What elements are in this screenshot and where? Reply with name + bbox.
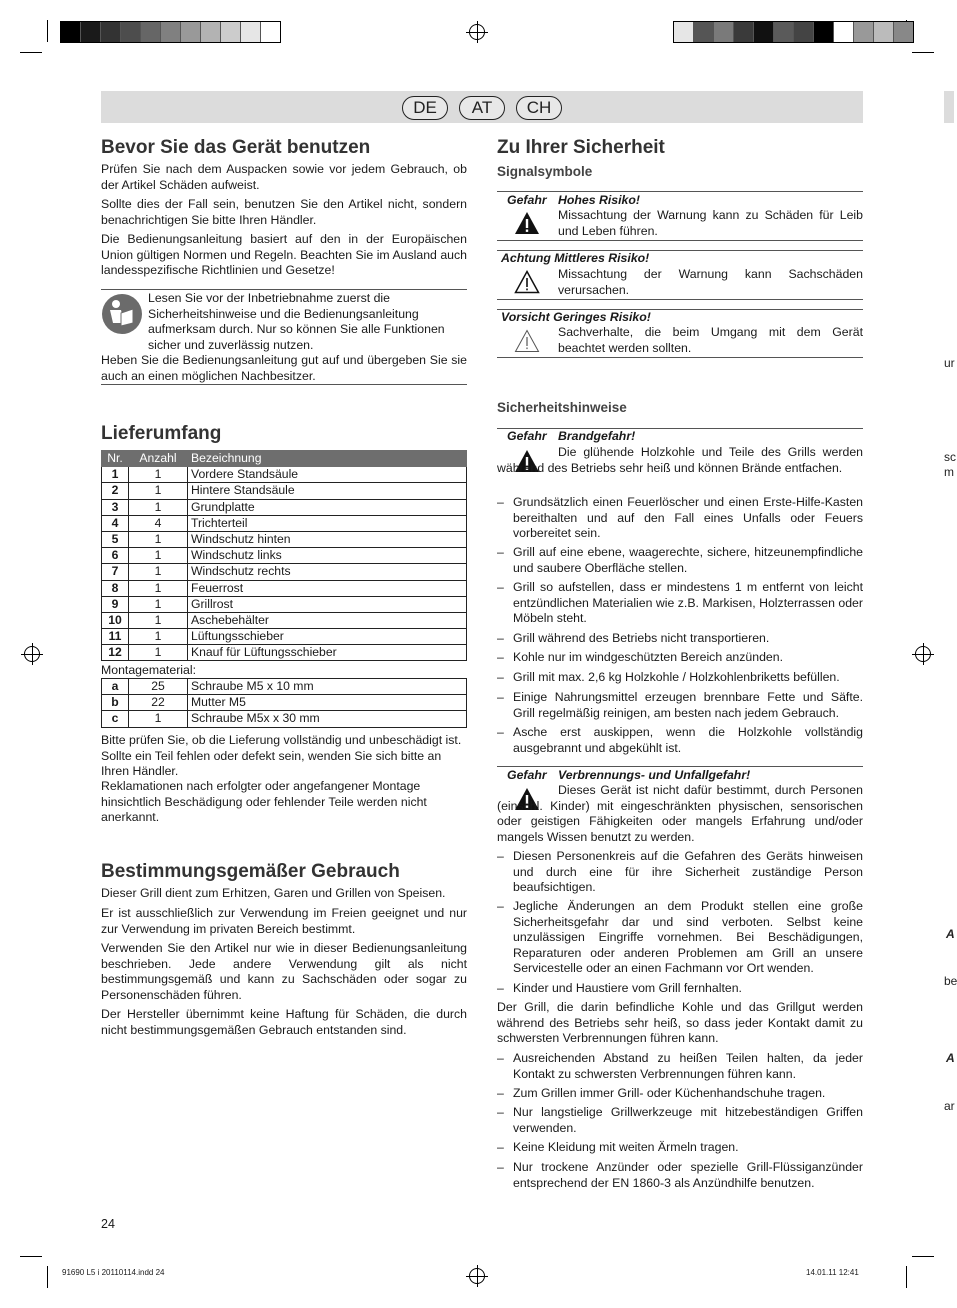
crop-mark	[912, 1256, 934, 1257]
paragraph: Er ist ausschließlich zur Verwendung im Freien geeignet und nur zur Verwendung im privaten Bereich bestimmt.	[101, 906, 467, 936]
signal-heading: Achtung Mittleres Risiko!	[501, 251, 650, 265]
paragraph: Sollte dies der Fall sein, benutzen Sie den Artikel nicht, sondern benachrichtigen Sie bitte Ihren Händler.	[101, 197, 467, 227]
list-item: – Ausreichenden Abstand zu heißen Teilen halten, da jeder Kontakt zu schwersten Verbrennungen führen kann.	[497, 1051, 863, 1082]
footer-date: 14.01.11 12:41	[806, 1268, 859, 1277]
list-item: – Zum Grillen immer Grill- oder Küchenhandschuhe tragen.	[497, 1086, 863, 1102]
section-title-before-use: Bevor Sie das Gerät benutzen	[101, 137, 371, 158]
edge-fragment: sc	[944, 450, 956, 464]
table-cell-description: Schraube M5 x 10 mm	[188, 679, 467, 695]
signal-text: Missachtung der Warnung kann zu Schäden für Leib und Leben führen.	[558, 208, 863, 238]
section-title-intended-use: Bestimmungsgemäßer Gebrauch	[101, 861, 400, 882]
table-row	[102, 612, 467, 628]
table-cell-description: Vordere Standsäule	[188, 467, 467, 483]
signal-word: Gefahr	[507, 768, 547, 782]
signal-text: Missachtung der Warnung kann Sachschäden verursachen.	[558, 267, 863, 297]
mounting-table	[101, 678, 467, 728]
edge-fragment: A	[946, 1051, 955, 1065]
table-cell-quantity: 1	[129, 580, 188, 596]
table-cell-number: 3	[102, 499, 129, 515]
lang-tab-ch: CH	[516, 96, 562, 120]
table-cell-quantity: 1	[129, 711, 188, 727]
table-cell-description: Grillrost	[188, 596, 467, 612]
column-header: Bezeichnung	[188, 451, 467, 467]
signal-word: Gefahr	[507, 429, 547, 443]
page-number: 24	[101, 1217, 115, 1231]
table-cell-description: Windschutz hinten	[188, 531, 467, 547]
table-cell-number: 8	[102, 580, 129, 596]
table-row	[102, 596, 467, 612]
crop-mark	[47, 20, 48, 42]
warning-caution-icon	[514, 270, 540, 294]
table-cell-number: 2	[102, 483, 129, 499]
list-item: – Jegliche Änderungen an dem Produkt stellen eine große Sicherheitsgefahr dar und sind verboten. Selbst keine unzulässigen Eingriffe vornehmen. Bei Beschädigungen, Reparaturen oder anderen Problemen am Grill an unsere Servicestelle oder an einen Fachmann vor Ort wenden.	[497, 899, 863, 977]
column-header: Anzahl	[129, 451, 188, 467]
list-item: – Nur trockene Anzünder oder spezielle Grill-Flüssiganzünder entsprechend der EN 1860-3 als Anzündhilfe benutzen.	[497, 1160, 863, 1191]
table-row	[102, 531, 467, 547]
divider	[497, 191, 863, 192]
warning-text: Die glühende Holzkohle und Teile des Grills werden während des Betriebs sehr heiß und können Brände entfachen.	[497, 445, 863, 475]
subheading-signal-symbols: Signalsymbole	[497, 164, 593, 179]
table-cell-number: 12	[102, 645, 129, 661]
table-cell-quantity: 1	[129, 483, 188, 499]
signal-text: Sachverhalte, die beim Umgang mit dem Gerät beachtet werden sollten.	[558, 325, 863, 355]
table-cell-description: Knauf für Lüftungsschieber	[188, 645, 467, 661]
table-cell-description: Trichterteil	[188, 515, 467, 531]
lang-tab-at: AT	[459, 96, 505, 120]
table-cell-description: Windschutz links	[188, 548, 467, 564]
table-row	[102, 645, 467, 661]
divider	[101, 384, 467, 385]
list-item: – Nur langstielige Grillwerkzeuge mit hitzebeständigen Griffen verwenden.	[497, 1105, 863, 1136]
paragraph: Der Grill, die darin befindliche Kohle und das Grillgut werden während des Betriebs sehr heiß, so dass jeder Kontakt damit zu schwersten Verbrennungen führen kann.	[497, 1000, 863, 1045]
signal-heading: Hohes Risiko!	[558, 193, 640, 207]
table-cell-quantity: 25	[129, 679, 188, 695]
divider	[497, 428, 863, 429]
paragraph: Reklamationen nach erfolgter oder angefangener Montage hinsichtlich Beschädigung oder fehlender Teile werden nicht anerkannt.	[101, 779, 427, 824]
column-header: Nr.	[102, 451, 129, 467]
list-item: – Grundsätzlich einen Feuerlöscher und einen Erste-Hilfe-Kasten bereithalten und auf den Fall eines Unfalls oder Feuers vorbereitet sein.	[497, 495, 863, 542]
warning-danger-icon	[514, 211, 540, 235]
table-cell-quantity: 1	[129, 564, 188, 580]
table-cell-quantity: 1	[129, 645, 188, 661]
edge-fragment: ur	[944, 356, 955, 370]
paragraph: Dieser Grill dient zum Erhitzen, Garen und Grillen von Speisen.	[101, 886, 446, 900]
paragraph: Die Bedienungsanleitung basiert auf den in der Europäischen Union gültigen Normen und Regeln. Beachten Sie im Ausland auch landesspezifische Richtlinien und Gesetze!	[101, 232, 467, 277]
table-cell-quantity: 1	[129, 612, 188, 628]
list-item: – Keine Kleidung mit weiten Ärmeln tragen.	[497, 1140, 863, 1156]
parts-table	[101, 450, 467, 661]
list-item: – Asche erst auskippen, wenn die Holzkohle vollständig ausgebrannt und abgekühlt ist.	[497, 725, 863, 756]
table-cell-quantity: 1	[129, 629, 188, 645]
paragraph: Der Hersteller übernimmt keine Haftung für Schäden, die durch nicht bestimmungsgemäßen Gebrauch entstanden sind.	[101, 1007, 467, 1037]
table-cell-description: Grundplatte	[188, 499, 467, 515]
mounting-material-label: Montagematerial:	[101, 663, 197, 677]
divider	[497, 766, 863, 767]
edge-fragment: ar	[944, 1099, 955, 1113]
table-cell-number: 4	[102, 515, 129, 531]
table-cell-description: Mutter M5	[188, 695, 467, 711]
table-cell-description: Feuerrost	[188, 580, 467, 596]
table-cell-number: 10	[102, 612, 129, 628]
table-row	[102, 711, 467, 727]
warning-text: Dieses Gerät ist nicht dafür bestimmt, durch Personen (einschl. Kinder) mit eingeschränkten physischen, sensorischen oder geistigen Fähigkeiten oder mangels Erfahrung und/oder mangels Wissen benutzt zu werden.	[497, 783, 863, 844]
crop-mark	[912, 52, 934, 53]
table-cell-quantity: 4	[129, 515, 188, 531]
list-item: – Grill mit max. 2,6 kg Holzkohle / Holzkohlenbriketts befüllen.	[497, 670, 863, 686]
table-row	[102, 548, 467, 564]
paragraph: Prüfen Sie nach dem Auspacken sowie vor jedem Gebrauch, ob der Artikel Schäden aufweist.	[101, 162, 467, 192]
table-cell-description: Aschebehälter	[188, 612, 467, 628]
list-item: – Kinder und Haustiere vom Grill fernhalten.	[497, 981, 863, 997]
paragraph: Heben Sie die Bedienungsanleitung gut auf und übergeben Sie sie auch an einen möglichen Nachbesitzer.	[101, 353, 467, 383]
edge-fragment: A	[946, 927, 955, 941]
list-item: – Grill auf eine ebene, waagerechte, sichere, hitzeunempfindliche und saubere Oberfläche stellen.	[497, 545, 863, 576]
crop-mark	[20, 52, 42, 53]
registration-mark-icon	[915, 646, 931, 662]
table-cell-number: c	[102, 711, 129, 727]
divider	[497, 299, 863, 300]
table-cell-number: 11	[102, 629, 129, 645]
registration-mark-icon	[24, 646, 40, 662]
table-cell-description: Hintere Standsäule	[188, 483, 467, 499]
signal-heading: Brandgefahr!	[558, 429, 636, 443]
table-cell-number: b	[102, 695, 129, 711]
table-cell-quantity: 1	[129, 467, 188, 483]
divider	[497, 240, 863, 241]
edge-band-fragment	[944, 91, 954, 123]
signal-heading: Verbrennungs- und Unfallgefahr!	[558, 768, 751, 782]
table-row	[102, 679, 467, 695]
table-cell-quantity: 22	[129, 695, 188, 711]
table-cell-quantity: 1	[129, 548, 188, 564]
crop-mark	[906, 1266, 907, 1288]
list-item: – Einige Nahrungsmittel erzeugen brennbare Fette und Säfte. Grill regelmäßig reinigen, am besten nach jedem Gebrauch.	[497, 690, 863, 721]
table-cell-description: Schraube M5x x 30 mm	[188, 711, 467, 727]
list-item: – Grill während des Betriebs nicht transportieren.	[497, 631, 863, 647]
table-cell-number: 1	[102, 467, 129, 483]
list-item: – Diesen Personenkreis auf die Gefahren des Geräts hinweisen und durch eine für ihre Sicherheit zuständige Person beaufsichtigen.	[497, 849, 863, 896]
section-title-delivery: Lieferumfang	[101, 423, 222, 444]
table-cell-number: 5	[102, 531, 129, 547]
footer-file-info: 91690 L5 i 20110114.indd 24	[62, 1268, 165, 1277]
table-row	[102, 483, 467, 499]
crop-mark	[47, 1266, 48, 1288]
section-title-safety: Zu Ihrer Sicherheit	[497, 137, 665, 158]
table-cell-description: Windschutz rechts	[188, 564, 467, 580]
subheading-safety-notes: Sicherheitshinweise	[497, 400, 627, 415]
edge-fragment: be	[944, 974, 957, 988]
warning-notice-icon	[514, 329, 540, 353]
signal-heading: Vorsicht Geringes Risiko!	[501, 310, 651, 324]
table-row	[102, 467, 467, 483]
paragraph: Verwenden Sie den Artikel nur wie in dieser Bedienungsanleitung beschrieben. Jede andere Verwendung gilt als nicht bestimmungsgemäß und kann zu Sachschäden oder sogar zu Personenschäden führen.	[101, 941, 467, 1002]
registration-mark-icon	[469, 1268, 485, 1284]
table-row	[102, 499, 467, 515]
table-cell-number: 7	[102, 564, 129, 580]
table-cell-number: a	[102, 679, 129, 695]
color-bar-right	[673, 21, 914, 43]
table-row	[102, 629, 467, 645]
table-row	[102, 515, 467, 531]
read-manual-icon	[101, 293, 143, 335]
table-row	[102, 564, 467, 580]
table-cell-number: 6	[102, 548, 129, 564]
crop-mark	[20, 1256, 42, 1257]
color-bar-left	[60, 21, 281, 43]
list-item: – Grill so aufstellen, dass er mindestens 1 m entfernt von leicht entzündlichen Materialien wie z.B. Markisen, Holzterrassen oder Möbeln steht.	[497, 580, 863, 627]
manual-note: Lesen Sie vor der Inbetriebnahme zuerst die Sicherheitshinweise und die Bedienungsanleitung aufmerksam durch. Nur so können Sie alle Funktionen sicher und zuverlässig nutzen.	[148, 291, 445, 352]
table-row	[102, 580, 467, 596]
table-cell-quantity: 1	[129, 499, 188, 515]
divider	[497, 357, 863, 358]
signal-word: Gefahr	[507, 193, 547, 207]
list-item: – Kohle nur im windgeschützten Bereich anzünden.	[497, 650, 863, 666]
edge-fragment: m	[944, 465, 954, 479]
table-row	[102, 695, 467, 711]
table-cell-quantity: 1	[129, 531, 188, 547]
paragraph: Bitte prüfen Sie, ob die Lieferung vollständig und unbeschädigt ist. Sollte ein Teil fehlen oder defekt sein, wenden Sie sich bitte an Ihren Händler.	[101, 733, 462, 778]
table-cell-number: 9	[102, 596, 129, 612]
registration-mark-icon	[469, 24, 485, 40]
table-cell-quantity: 1	[129, 596, 188, 612]
table-cell-description: Lüftungsschieber	[188, 629, 467, 645]
lang-tab-de: DE	[402, 96, 448, 120]
divider	[101, 289, 467, 290]
